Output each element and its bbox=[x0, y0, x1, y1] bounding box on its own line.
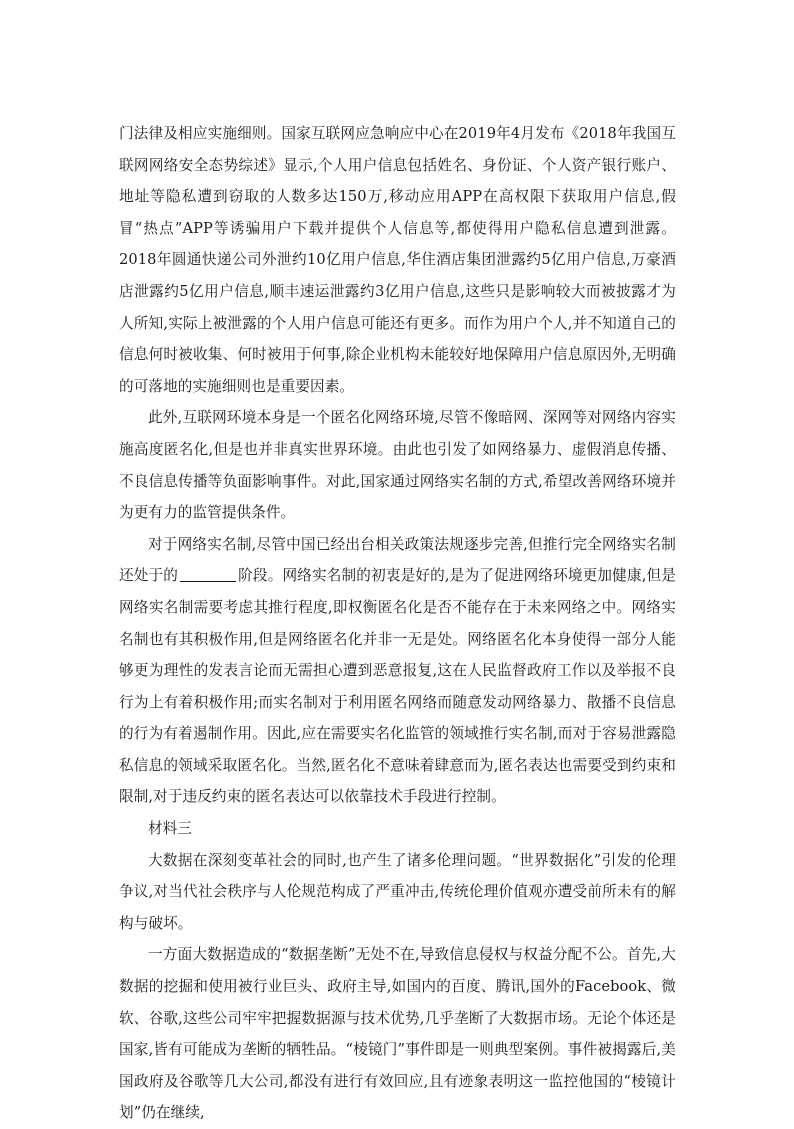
paragraph-5: 一方面大数据造成的“数据垄断”无处不在,导致信息侵权与权益分配不公。首先,大数据的挖掘和使用被行业巨头、政府主导,如国内的百度、腾讯,国外的Facebook、微软、谷歌,这些公司牢牢把握数据源与技术优势,几乎垄断了大数据市场。无论个体还是国家,皆有可能成为垄断的牺牲品。“棱镜门”事件即是一则典型案例。事件被揭露后,美国政府及谷歌等几大公司,都没有进行有效回应,且有迹象表明这一监控他国的“棱镜计划”仍在继续, bbox=[119, 946, 676, 1122]
paragraph-1: 门法律及相应实施细则。国家互联网应急响应中心在2019年4月发布《2018年我国互联网网络安全态势综述》显示,个人用户信息包括姓名、身份证、个人资产银行账户、地址等隐私遭到窃取的人数多达150万,移动应用APP在高权限下获取用户信息,假冒“热点”APP等诱骗用户下载并提供个人信息等,都使得用户隐私信息遭到泄露。2018年圆通快递公司外泄约10亿用户信息,华住酒店集团泄露约5亿用户信息,万豪酒店泄露约5亿用户信息,顺丰速运泄露约3亿用户信息,这些只是影响较大而被披露才为人所知,实际上被泄露的个人用户信息可能还有更多。而作为用户个人,并不知道自己的信息何时被收集、何时被用于何事,除企业机构未能较好地保障用户信息原因外,无明确的可落地的实施细则也是重要因素。 bbox=[119, 125, 676, 395]
fill-in-blank bbox=[180, 567, 236, 582]
paragraph-4: 大数据在深刻变革社会的同时,也产生了诸多伦理问题。“世界数据化”引发的伦理争议,对当代社会秩序与人伦规范构成了严重冲击,传统伦理价值观亦遭受前所未有的解构与破坏。 bbox=[119, 851, 676, 932]
paragraph-3-after-blank: 阶段。网络实名制的初衷是好的,是为了促进网络环境更加健康,但是网络实名制需要考虑其推行程度,即权衡匿名化是否不能存在于未来网络之中。网络实名制也有其积极作用,但是网络匿名化并非一无是处。网络匿名化本身使得一部分人能够更为理性的发表言论而无需担心遭到恶意报复,这在人民监督政府工作以及举报不良行为上有着积极作用;而实名制对于利用匿名网络而随意发动网络暴力、散播不良信息的行为有着遏制作用。因此,应在需要实名化监管的领域推行实名制,而对于容易泄露隐私信息的领域采取匿名化。当然,匿名化不意味着肆意而为,匿名表达也需要受到约束和限制,对于违反约束的匿名表达可以依靠技术手段进行控制。 bbox=[119, 567, 676, 806]
paragraph-3 bbox=[119, 529, 676, 813]
document-page bbox=[119, 118, 676, 1129]
material-three-heading: 材料三 bbox=[148, 820, 192, 838]
paragraph-3-before-blank: 对于网络实名制,尽管中国已经出台相关政策法规逐步完善,但推行完全网络实名制还处于的 bbox=[119, 535, 676, 585]
paragraph-2: 此外,互联网环境本身是一个匿名化网络环境,尽管不像暗网、深网等对网络内容实施高度匿名化,但是也并非真实世界环境。由此也引发了如网络暴力、虚假消息传播、不良信息传播等负面影响事件。对此,国家通过网络实名制的方式,希望改善网络环境并为更有力的监管提供条件。 bbox=[119, 409, 676, 522]
